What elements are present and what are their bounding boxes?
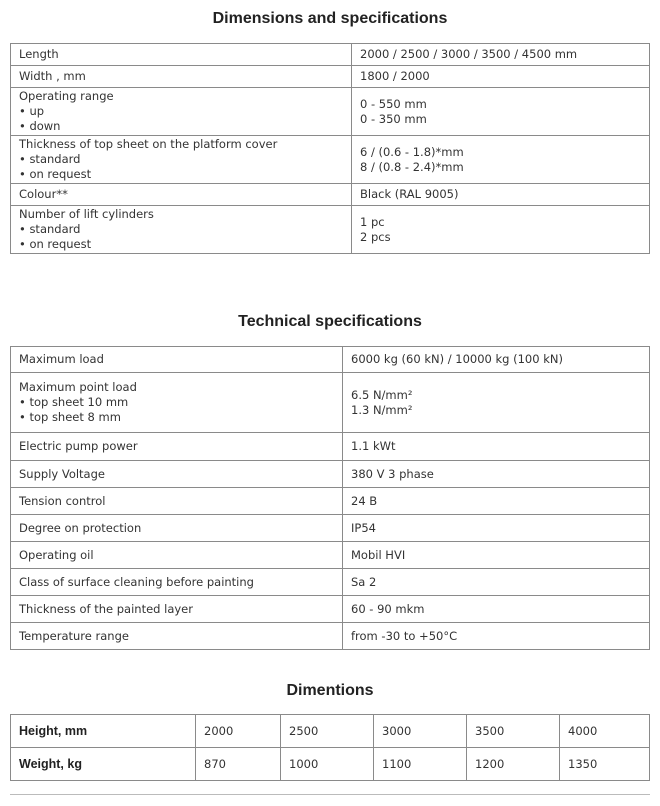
spec-label-cell <box>11 515 343 542</box>
dimentions-title: Dimentions <box>286 682 374 699</box>
spec-label-cell <box>11 433 343 461</box>
spec-value-cell <box>352 206 650 254</box>
spec-value-cell <box>352 136 650 184</box>
spec-label: Thickness of top sheet on the platform cover <box>19 137 278 151</box>
spec-sublabel: • top sheet 8 mm <box>19 410 121 424</box>
spec-value: IP54 <box>351 520 376 535</box>
spec-value: 6.5 N/mm² <box>351 387 413 402</box>
spec-label-cell <box>11 373 343 433</box>
spec-label-cell <box>11 184 352 206</box>
spec-label: Colour** <box>19 187 68 201</box>
spec-row <box>11 373 650 433</box>
spec-sublabel: • on request <box>19 237 92 251</box>
spec-value: 0 - 550 mm <box>360 96 427 111</box>
height-cell: 2500 <box>281 715 374 748</box>
spec-value: 6000 kg (60 kN) / 10000 kg (100 kN) <box>351 352 563 366</box>
spec-label-cell <box>11 623 343 650</box>
height-cell: 4000 <box>560 715 650 748</box>
spec-sublabel: • top sheet 10 mm <box>19 395 129 409</box>
spec-row <box>11 347 650 373</box>
spec-row <box>11 206 650 254</box>
spec-row <box>11 488 650 515</box>
spec-value: 1800 / 2000 <box>360 69 430 83</box>
spec-label: Supply Voltage <box>19 466 105 481</box>
spec-label: Thickness of the painted layer <box>19 601 193 616</box>
spec-value: 8 / (0.8 - 2.4)*mm <box>360 159 464 174</box>
spec-row <box>11 623 650 650</box>
spec-row <box>11 88 650 136</box>
spec-value: Sa 2 <box>351 574 377 589</box>
spec-label: Temperature range <box>19 628 129 643</box>
technical-title: Technical specifications <box>238 313 422 330</box>
spec-value-cell <box>352 66 650 88</box>
height-label: Height, mm <box>11 715 196 748</box>
dimentions-table <box>10 714 650 781</box>
bottom-divider <box>10 794 650 795</box>
spec-label: Degree on protection <box>19 520 142 535</box>
spec-value: 380 V 3 phase <box>351 466 434 481</box>
spec-value-cell <box>343 515 650 542</box>
dimensions-table <box>10 43 650 254</box>
spec-label-cell <box>11 596 343 623</box>
spec-value: Black (RAL 9005) <box>360 187 459 201</box>
spec-value-cell <box>343 373 650 433</box>
spec-label-cell <box>11 44 352 66</box>
spec-label-cell <box>11 569 343 596</box>
spec-label-cell <box>11 66 352 88</box>
spec-value-cell <box>352 184 650 206</box>
spec-row <box>11 515 650 542</box>
spec-label-cell <box>11 206 352 254</box>
spec-row <box>11 461 650 488</box>
weight-cell: 1000 <box>281 748 374 781</box>
spec-label-cell <box>11 88 352 136</box>
weight-cell: 1350 <box>560 748 650 781</box>
spec-label: Length <box>19 47 59 61</box>
spec-value-cell <box>343 433 650 461</box>
spec-sublabel: • standard <box>19 222 81 236</box>
spec-value: 60 - 90 mkm <box>351 601 425 616</box>
spec-value: 1 pc <box>360 214 385 229</box>
height-cell: 3500 <box>467 715 560 748</box>
spec-label-cell <box>11 347 343 373</box>
spec-value: 0 - 350 mm <box>360 111 427 126</box>
spec-label: Class of surface cleaning before painting <box>19 574 254 589</box>
spec-sublabel: • on request <box>19 167 92 181</box>
spec-row <box>11 433 650 461</box>
spec-value-cell <box>343 623 650 650</box>
spec-value-cell <box>352 88 650 136</box>
spec-sublabel: • standard <box>19 152 81 166</box>
weight-row <box>11 748 650 781</box>
spec-value-cell <box>343 461 650 488</box>
spec-sublabel: • down <box>19 119 61 133</box>
spec-label: Width , mm <box>19 69 86 83</box>
weight-cell: 1200 <box>467 748 560 781</box>
spec-value: 1.3 N/mm² <box>351 402 413 417</box>
spec-value-cell <box>343 596 650 623</box>
spec-label: Maximum point load <box>19 380 137 394</box>
spec-value: 2000 / 2500 / 3000 / 3500 / 4500 mm <box>360 47 578 61</box>
technical-specs-table <box>10 346 650 650</box>
spec-value: 2 pcs <box>360 229 391 244</box>
spec-value: Mobil HVI <box>351 547 406 562</box>
spec-value-cell <box>343 488 650 515</box>
weight-label: Weight, kg <box>11 748 196 781</box>
spec-label: Tension control <box>19 493 106 508</box>
height-cell: 2000 <box>196 715 281 748</box>
spec-label-cell <box>11 136 352 184</box>
spec-row <box>11 542 650 569</box>
weight-cell: 1100 <box>374 748 467 781</box>
height-cell: 3000 <box>374 715 467 748</box>
weight-cell: 870 <box>196 748 281 781</box>
spec-label-cell <box>11 542 343 569</box>
spec-value-cell <box>343 569 650 596</box>
spec-row <box>11 569 650 596</box>
spec-row <box>11 44 650 66</box>
spec-label-cell <box>11 488 343 515</box>
spec-label: Number of lift cylinders <box>19 207 154 221</box>
spec-row <box>11 136 650 184</box>
spec-value: 1.1 kWt <box>351 439 396 453</box>
spec-label: Operating range <box>19 89 114 103</box>
spec-label-cell <box>11 461 343 488</box>
spec-value-cell <box>343 542 650 569</box>
spec-value-cell <box>343 347 650 373</box>
spec-value-cell <box>352 44 650 66</box>
spec-value: 6 / (0.6 - 1.8)*mm <box>360 144 464 159</box>
spec-row <box>11 596 650 623</box>
spec-label: Electric pump power <box>19 439 138 453</box>
spec-value: 24 B <box>351 493 378 508</box>
height-row <box>11 715 650 748</box>
spec-row <box>11 184 650 206</box>
spec-sublabel: • up <box>19 104 45 118</box>
dimensions-title: Dimensions and specifications <box>212 10 448 27</box>
spec-value: from -30 to +50°C <box>351 628 458 643</box>
spec-row <box>11 66 650 88</box>
spec-label: Operating oil <box>19 547 94 562</box>
spec-label: Maximum load <box>19 352 104 366</box>
